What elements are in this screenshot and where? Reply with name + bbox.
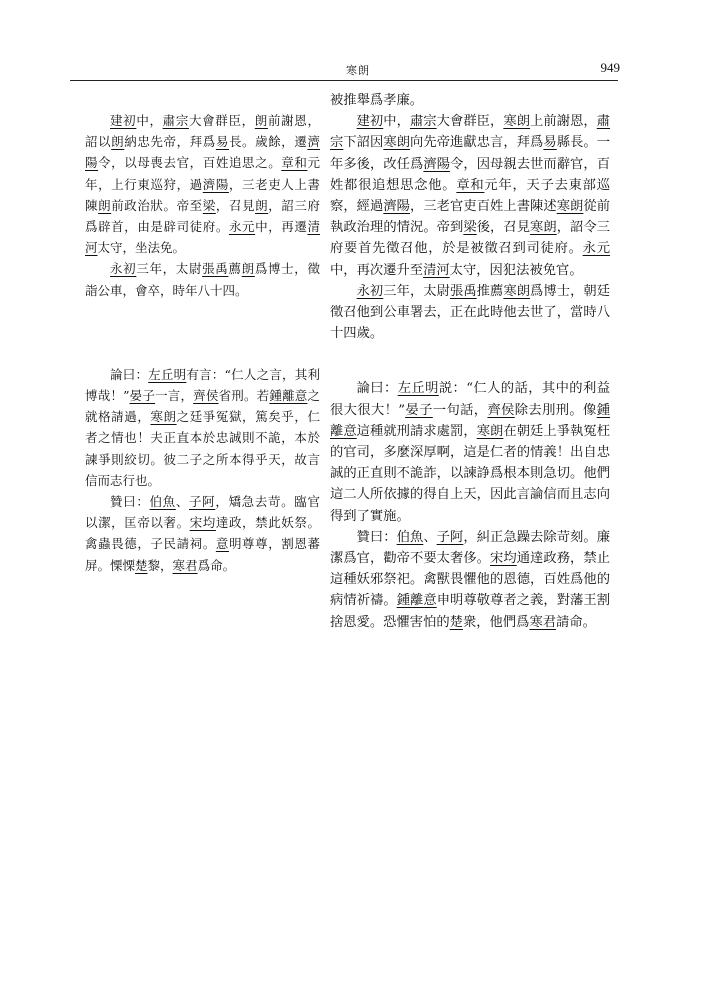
text-run: ，矯急去苛。臨官以潔，匡帝以奢。 (85, 494, 320, 531)
text-run: 令，因母親去世而辭官，百姓都很追想思念他。 (330, 156, 611, 193)
proper-noun: 朗 (111, 134, 125, 150)
proper-noun: 清河 (423, 262, 450, 278)
proper-noun: 建初 (356, 114, 384, 130)
text-run: 後，召見 (476, 220, 531, 236)
text-run: 達政，禁此妖祭。禽蟲畏德，子民請祠。 (85, 515, 320, 552)
proper-noun: 左丘明 (397, 381, 439, 397)
translation-paragraph-commentary (330, 378, 610, 526)
text-run: 一言， (155, 388, 194, 404)
proper-noun: 齊侯 (193, 388, 219, 404)
proper-noun: 鍾離意 (269, 388, 308, 404)
text-run: 太守，因犯法被免官。 (449, 262, 583, 278)
text-run: 薦 (228, 261, 242, 277)
text-run: 推薦 (476, 283, 504, 299)
original-paragraph-death (85, 258, 320, 300)
translation-column (330, 90, 610, 633)
text-run: 除去刖刑。像 (514, 402, 597, 418)
text-run: 令，以母喪去官，百姓追思之。 (98, 155, 282, 171)
text-run: 前謝恩，詔以 (85, 113, 320, 150)
page-number: 949 (600, 60, 620, 75)
proper-noun: 子阿 (436, 529, 464, 545)
proper-noun: 濟陽 (383, 199, 411, 215)
text-run: 太守，坐法免。 (97, 240, 186, 256)
translation-paragraph-continued (330, 90, 610, 111)
text-run: ，三老官吏百姓上書陳述 (410, 199, 557, 215)
text-run: 大會群臣， (436, 114, 504, 130)
proper-noun: 晏子 (405, 402, 433, 418)
proper-noun: 伯魚 (396, 529, 424, 545)
original-paragraph-commentary (85, 364, 320, 491)
text-run: 論曰： (356, 381, 398, 397)
translation-paragraph-biography (330, 111, 610, 281)
text-run: 上前謝恩， (530, 114, 597, 130)
proper-noun: 朗 (98, 197, 112, 213)
proper-noun: 寒朗 (503, 283, 531, 299)
proper-noun: 肅宗 (409, 114, 437, 130)
proper-noun: 宋均 (490, 551, 517, 567)
proper-noun: 寒朗 (476, 423, 504, 439)
text-run: 衆，他們爲 (462, 614, 530, 630)
text-run: 納忠先帝，拜爲 (124, 134, 216, 150)
header-rule (70, 80, 618, 81)
original-text-column (85, 90, 320, 576)
proper-noun: 寒君 (529, 614, 557, 630)
proper-noun: 永初 (110, 261, 137, 277)
text-run: 贊曰： (356, 529, 397, 545)
text-run: 在朝廷上爭執冤枉的官司，多麼深厚啊，這是仁者的情義！出自忠誠的正直則不詭詐，以諫諍爲根本則急切。他們這二人所依據的得自上天，因此言論信而且志向得到了實施。 (330, 423, 611, 524)
text-run: 明尊尊，割恩蕃屏。慄慄 (85, 536, 320, 573)
proper-noun: 肅宗 (330, 114, 611, 151)
text-run: 長。歲餘，遷 (228, 134, 308, 150)
text-run: 爲命。 (197, 557, 236, 573)
proper-noun: 子阿 (189, 494, 216, 510)
text-run: 爲博士，朝廷徵召他到公車署去，正在此時他去世了，當時八十四歲。 (330, 283, 611, 342)
original-paragraph-biography (85, 110, 320, 258)
proper-noun: 寒朗 (150, 409, 177, 425)
proper-noun: 濟陽 (85, 134, 320, 171)
text-run: 元年，天子去東部巡察，經過 (330, 177, 611, 215)
proper-noun: 寒朗 (556, 199, 584, 215)
proper-noun: 楚 (449, 614, 463, 630)
text-run: 之廷爭冤獄，篤矣乎，仁者之情也！夫正直本於忠誠則不詭，本於諫爭則絞切。彼二子之所本得乎天，故言信而志行也。 (85, 409, 320, 488)
proper-noun: 齊侯 (487, 402, 515, 418)
proper-noun: 濟陽 (423, 156, 451, 172)
text-run: 中，再遷 (255, 219, 308, 235)
proper-noun: 建初 (110, 113, 137, 128)
text-run: 黎， (147, 557, 173, 573)
text-run: ，三老吏人上書陳 (85, 176, 320, 213)
proper-noun: 張禹 (449, 283, 477, 299)
proper-noun: 楚 (135, 557, 148, 573)
proper-noun: 永元 (228, 219, 256, 235)
text-run: 通達政務，禁止這種妖邪祭祀。禽獸畏懼他的恩德，百姓爲他的病情祈禱。 (330, 551, 611, 609)
proper-noun: 永初 (356, 283, 384, 299)
proper-noun: 鍾離意 (396, 593, 437, 609)
proper-noun: 梁 (463, 220, 477, 236)
text-run: 大會群臣， (188, 113, 255, 128)
proper-noun: 寒君 (172, 557, 198, 573)
proper-noun: 永元 (582, 241, 611, 257)
proper-noun: 易 (543, 135, 557, 151)
text-run: 這種就刑請求處罰， (356, 423, 477, 439)
text-run: 下詔因 (343, 135, 384, 151)
text-run: 之就格請過， (85, 388, 320, 425)
proper-noun: 肅宗 (162, 113, 189, 128)
translation-paragraph-eulogy (330, 527, 610, 633)
text-run: 中，再次遷升至 (330, 262, 424, 278)
text-run: 、 (175, 494, 189, 510)
proper-noun: 寒朗 (503, 114, 531, 130)
text-run: 前政治狀。帝至 (111, 197, 203, 213)
proper-noun: 意 (215, 536, 229, 552)
text-run: ，召見 (215, 197, 256, 213)
proper-noun: 張禹 (202, 261, 229, 277)
proper-noun: 鍾離意 (330, 402, 611, 439)
proper-noun: 伯魚 (149, 494, 176, 510)
proper-noun: 梁 (202, 197, 216, 213)
proper-noun: 朗 (255, 197, 269, 213)
proper-noun: 清河 (85, 219, 320, 256)
proper-noun: 左丘明 (148, 366, 187, 382)
proper-noun: 章和 (456, 177, 485, 193)
proper-noun: 寒朗 (383, 135, 411, 151)
text-run: ，詔三府爲辟首，由是辟司徒府。 (85, 197, 320, 235)
text-run: 申明尊敬尊者之義，對藩王割捨恩愛。恐懼害怕的 (330, 593, 611, 630)
text-run: 三年，太尉 (383, 283, 450, 299)
text-run: 中， (383, 114, 410, 130)
text-run: 一句話， (432, 402, 488, 418)
proper-noun: 濟陽 (202, 176, 229, 192)
proper-noun: 晏子 (129, 388, 156, 404)
text-run: 説：“仁人的話，其中的利益很大很大！” (330, 381, 611, 418)
text-run: 論曰： (110, 366, 149, 382)
text-run: 請命。 (556, 614, 596, 630)
text-run: 三年，太尉 (136, 261, 203, 277)
text-run: ，糾正急躁去除苛刻。廉潔爲官，勸帝不要太奢侈。 (330, 529, 611, 567)
text-run: 元年，上行東巡狩，過 (85, 155, 320, 192)
text-run: 、 (423, 529, 437, 545)
proper-noun: 朗 (254, 113, 268, 128)
text-run: 從前執政治理的情況。帝到 (330, 199, 611, 236)
proper-noun: 易 (215, 134, 229, 150)
text-run: 中， (136, 113, 163, 128)
text-run: 向先帝進獻忠言，拜爲 (410, 135, 544, 151)
proper-noun: 寒朗 (530, 220, 557, 236)
text-run: 有言：“仁人之言，其利博哉！” (85, 366, 320, 404)
proper-noun: 宋均 (189, 515, 216, 531)
original-paragraph-eulogy (85, 491, 320, 576)
text-run: 爲博士，徵詣公車，會卒，時年八十四。 (85, 261, 320, 298)
text-run: ，詔令三府要首先徵召他，於是被徵召到司徒府。 (330, 220, 611, 257)
text-run: 贊曰： (110, 494, 150, 510)
text-run: 省刑。若 (218, 388, 270, 404)
proper-noun: 章和 (281, 155, 308, 171)
running-header-title: 寒朗 (346, 64, 370, 77)
text-run: 被推舉爲孝廉。 (330, 93, 424, 108)
proper-noun: 朗 (241, 261, 255, 277)
translation-paragraph-death (330, 281, 610, 345)
text-run: 縣長。一年多後，改任爲 (330, 135, 611, 172)
